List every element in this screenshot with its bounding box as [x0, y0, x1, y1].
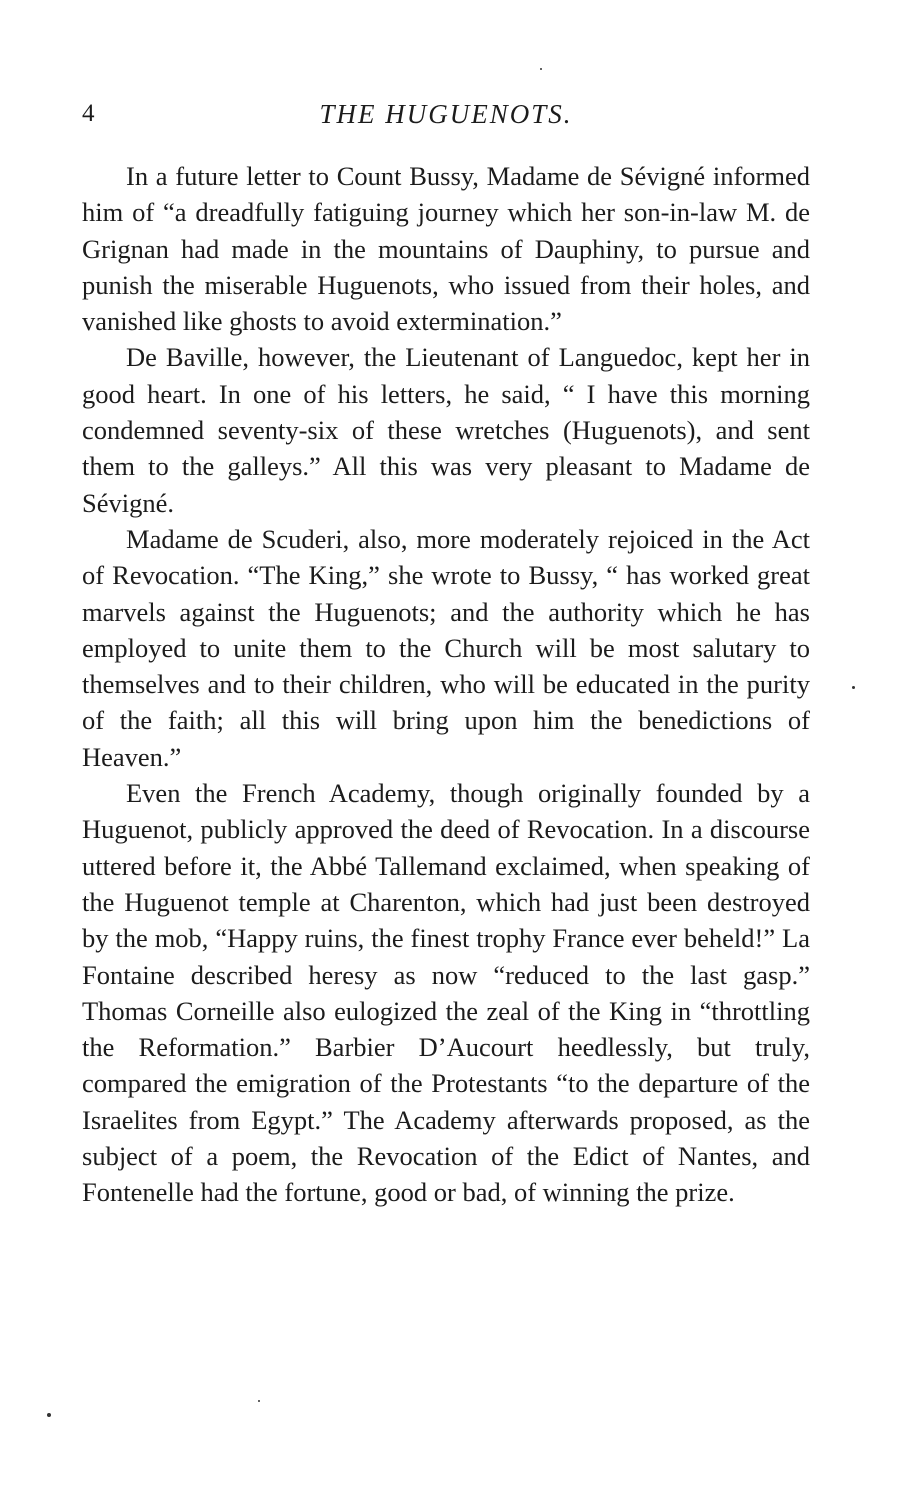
paragraph-scuderi: Madame de Scuderi, also, more moderately rejoiced in the Act of Revocation. “The King,” she wrote to Bussy, “ has worked great marvels against the Huguenots; and the authority which he has employed to unite them to the Church will be most salutary to themselves and to their children, who will be educated in the purity of the faith; all this will bring upon him the benedictions of Heaven.”	[82, 523, 810, 772]
print-speck	[258, 1400, 260, 1402]
print-speck	[852, 686, 855, 689]
paragraph-de-baville: De Baville, however, the Lieutenant of Languedoc, kept her in good heart. In one of his letters, he said, “ I have this morning condemned seventy-six of these wretches (Huguenots), and sent them to the galleys.” All this was very pleasant to Madame de Sévigné.	[82, 342, 810, 518]
print-speck	[540, 68, 542, 70]
page-number: 4	[82, 100, 95, 127]
paragraph-french-academy: Even the French Academy, though originally founded by a Huguenot, publicly approved the deed of Revocation. In a discourse uttered before it, the Abbé Tallemand exclaimed, when speaking of the Huguenot temple at Charenton, which had just been destroyed by the mob, “Happy ruins, the finest trophy France ever beheld!” La Fontaine described heresy as now “reduced to the last gasp.” Thomas Corneille also eulogized the zeal of the King in “throttling the Reformation.” Barbier D’Aucourt heedlessly, but truly, compared the emigration of the Protestants “to the departure of the Israelites from Egypt.” The Academy afterwards proposed, as the subject of a poem, the Revocation of the Edict of Nantes, and Fontenelle had the fortune, good or bad, of winning the prize.	[82, 778, 810, 1208]
print-speck	[47, 1413, 51, 1417]
page-header	[82, 94, 810, 134]
paragraph-sevigne-letter: In a future letter to Count Bussy, Madame de Sévigné informed him of “a dreadfully fatiguing journey which her son-in-law M. de Grignan had made in the mountains of Dauphiny, to pursue and punish the miserable Huguenots, who issued from their holes, and vanished like ghosts to avoid extermination.”	[82, 161, 810, 337]
body-text	[82, 158, 810, 1211]
running-head: THE HUGUENOTS.	[319, 99, 573, 129]
